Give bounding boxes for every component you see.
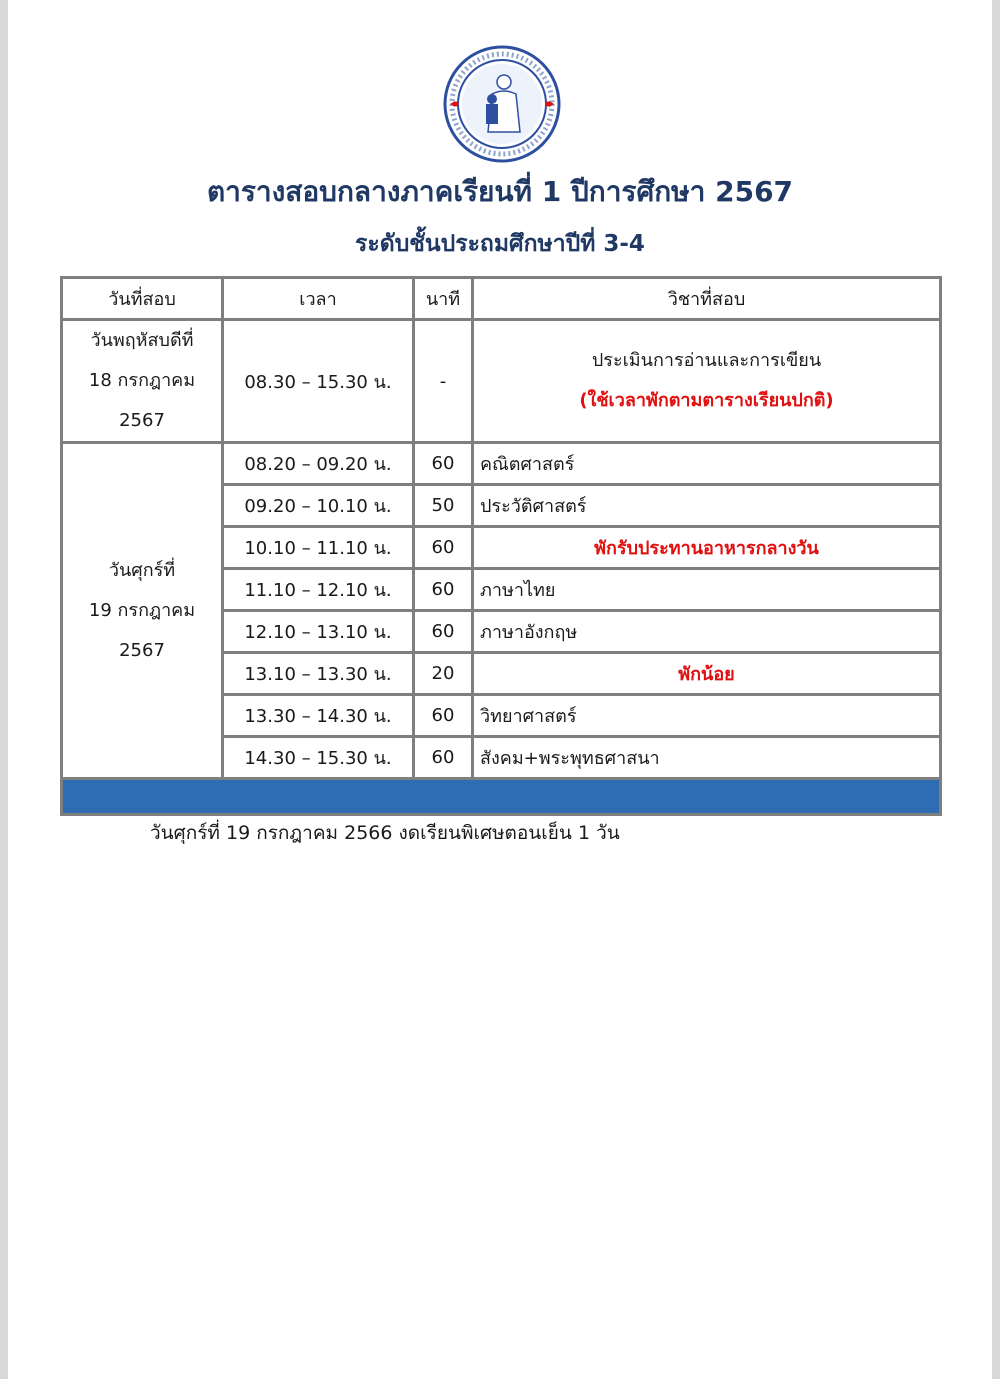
time-cell: 10.10 – 11.10 น.	[223, 527, 414, 569]
break-cell: พักรับประทานอาหารกลางวัน	[473, 527, 941, 569]
date-line: 19 กรกฎาคม	[88, 599, 196, 621]
minutes-cell: 20	[414, 653, 473, 695]
date-line: วันศุกร์ที่	[108, 559, 176, 581]
table-row	[62, 443, 941, 485]
time-cell: 11.10 – 12.10 น.	[223, 569, 414, 611]
minutes-cell: -	[414, 320, 473, 443]
minutes-cell: 50	[414, 485, 473, 527]
page-subtitle: ระดับชั้นประถมศึกษาปีที่ 3-4	[355, 231, 645, 257]
header-minutes: นาที	[414, 278, 473, 320]
header-time: เวลา	[223, 278, 414, 320]
footnote: วันศุกร์ที่ 19 กรกฎาคม 2566 งดเรียนพิเศษตอนเย็น 1 วัน	[150, 822, 620, 844]
document-page	[8, 0, 992, 1379]
time-cell: 13.30 – 14.30 น.	[223, 695, 414, 737]
date-line: 2567	[119, 639, 165, 661]
table-footer-bar	[62, 779, 941, 815]
time-cell: 13.10 – 13.30 น.	[223, 653, 414, 695]
time-cell: 12.10 – 13.10 น.	[223, 611, 414, 653]
subject-cell: ภาษาไทย	[473, 569, 941, 611]
header-date: วันที่สอบ	[62, 278, 223, 320]
subject-note: (ใช้เวลาพักตามตารางเรียนปกติ)	[579, 390, 834, 411]
subject-text: ประเมินการอ่านและการเขียน	[591, 350, 822, 371]
page-title: ตารางสอบกลางภาคเรียนที่ 1 ปีการศึกษา 2567	[206, 175, 794, 208]
time-cell: 08.20 – 09.20 น.	[223, 443, 414, 485]
subject-cell: สังคม+พระพุทธศาสนา	[473, 737, 941, 779]
footer-bar-cell	[62, 779, 941, 815]
date-cell-day2	[62, 443, 223, 779]
subject-cell: ประวัติศาสตร์	[473, 485, 941, 527]
time-cell: 09.20 – 10.10 น.	[223, 485, 414, 527]
minutes-cell: 60	[414, 737, 473, 779]
time-cell: 08.30 – 15.30 น.	[223, 320, 414, 443]
subject-cell: วิทยาศาสตร์	[473, 695, 941, 737]
minutes-cell: 60	[414, 695, 473, 737]
minutes-cell: 60	[414, 611, 473, 653]
exam-schedule-table	[60, 276, 942, 816]
subject-cell: คณิตศาสตร์	[473, 443, 941, 485]
table-header-row	[62, 278, 941, 320]
date-line: วันพฤหัสบดีที่	[90, 330, 194, 351]
table-row	[62, 320, 941, 443]
header-subject: วิชาที่สอบ	[473, 278, 941, 320]
minutes-cell: 60	[414, 569, 473, 611]
school-seal-icon	[442, 44, 562, 164]
date-line: 18 กรกฎาคม	[88, 370, 196, 391]
time-cell: 14.30 – 15.30 น.	[223, 737, 414, 779]
date-cell-day1	[62, 320, 223, 443]
break-cell: พักน้อย	[473, 653, 941, 695]
subject-cell: ภาษาอังกฤษ	[473, 611, 941, 653]
subject-cell	[473, 320, 941, 443]
date-line: 2567	[119, 410, 165, 431]
minutes-cell: 60	[414, 443, 473, 485]
minutes-cell: 60	[414, 527, 473, 569]
